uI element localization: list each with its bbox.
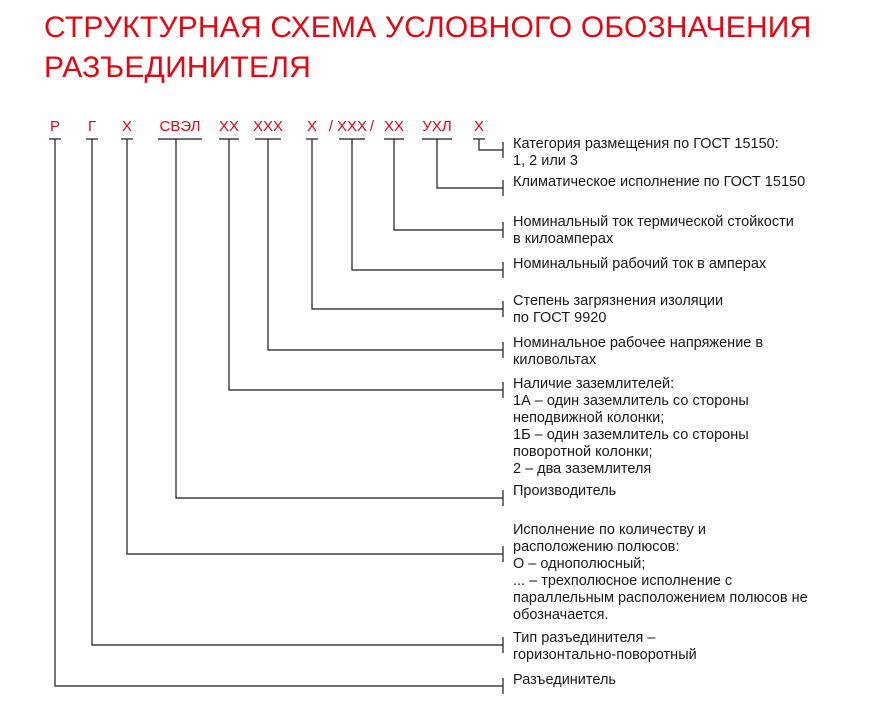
- description-line: в килоамперах: [513, 231, 614, 247]
- description-line: неподвижной колонки;: [513, 410, 665, 426]
- connector-climate: [437, 139, 503, 188]
- code-part: ХХ: [383, 118, 405, 135]
- description-line: Категория размещения по ГОСТ 15150:: [513, 136, 779, 152]
- description-pollution: [513, 293, 723, 326]
- code-part: Х: [121, 118, 133, 135]
- code-part: СВЭЛ: [159, 118, 201, 135]
- description-line: по ГОСТ 9920: [513, 310, 607, 326]
- description-poles: [513, 522, 808, 623]
- code-part: ХХХ: [252, 118, 284, 135]
- connector-poles: [127, 139, 503, 554]
- descriptions: [513, 136, 808, 688]
- description-line: ... – трехполюсное исполнение с: [513, 573, 733, 589]
- code-separator: /: [369, 118, 375, 135]
- description-disconnector: [513, 672, 616, 688]
- description-category: [513, 136, 779, 169]
- description-line: параллельным расположением полюсов не: [513, 590, 808, 606]
- description-thermal-current: [513, 214, 794, 247]
- connector-earthing: [229, 139, 503, 390]
- code-part: Г: [87, 118, 97, 135]
- description-earthing: [513, 376, 749, 477]
- description-line: Тип разъединителя –: [513, 630, 656, 646]
- description-line: Номинальное рабочее напряжение в: [513, 335, 764, 351]
- description-climate: [513, 174, 805, 190]
- description-line: 1, 2 или 3: [513, 153, 578, 169]
- designation-code: [49, 118, 485, 139]
- description-line: Исполнение по количеству и: [513, 522, 707, 538]
- description-line: обозначается.: [513, 607, 609, 623]
- description-line: 1А – один заземлитель со стороны: [513, 393, 749, 409]
- description-voltage: [513, 335, 763, 368]
- description-line: Производитель: [513, 483, 617, 499]
- description-line: Климатическое исполнение по ГОСТ 15150: [513, 174, 806, 190]
- description-line: горизонтально-поворотный: [513, 647, 697, 663]
- description-line: 1Б – один заземлитель со стороны: [513, 427, 749, 443]
- description-line: О – однополюсный;: [513, 556, 646, 572]
- connector-manufacturer: [176, 139, 503, 498]
- description-line: Степень загрязнения изоляции: [513, 293, 724, 309]
- title-line-2: РАЗЪЕДИНИТЕЛЯ: [44, 51, 311, 84]
- description-line: Номинальный ток термической стойкости: [513, 214, 794, 230]
- description-manufacturer: [513, 483, 616, 499]
- connector-disconnector: [55, 139, 503, 686]
- connector-rated-current: [352, 139, 503, 270]
- description-line: киловольтах: [513, 352, 597, 368]
- title-line-1: СТРУКТУРНАЯ СХЕМА УСЛОВНОГО ОБОЗНАЧЕНИЯ: [44, 11, 812, 44]
- description-rated-current: [513, 256, 767, 272]
- description-line: 2 – два заземлителя: [513, 461, 652, 477]
- code-part: Р: [49, 118, 61, 135]
- description-line: Наличие заземлителей:: [513, 376, 675, 392]
- connector-category: [479, 139, 503, 150]
- description-line: Разъединитель: [513, 672, 616, 688]
- description-line: Номинальный рабочий ток в амперах: [513, 256, 767, 272]
- connector-lines: [55, 139, 503, 694]
- code-separator: /: [328, 118, 334, 135]
- code-part: ХХХ: [336, 118, 368, 135]
- connector-pollution: [312, 139, 503, 309]
- code-part: Х: [306, 118, 318, 135]
- code-part: ХХ: [218, 118, 240, 135]
- connector-thermal-current: [394, 139, 503, 230]
- connector-voltage: [268, 139, 503, 350]
- description-type: [513, 630, 697, 663]
- description-line: расположению полюсов:: [513, 539, 680, 555]
- connector-type: [92, 139, 503, 645]
- code-part: УХЛ: [422, 118, 452, 135]
- code-part: Х: [473, 118, 485, 135]
- description-line: поворотной колонки;: [513, 444, 653, 460]
